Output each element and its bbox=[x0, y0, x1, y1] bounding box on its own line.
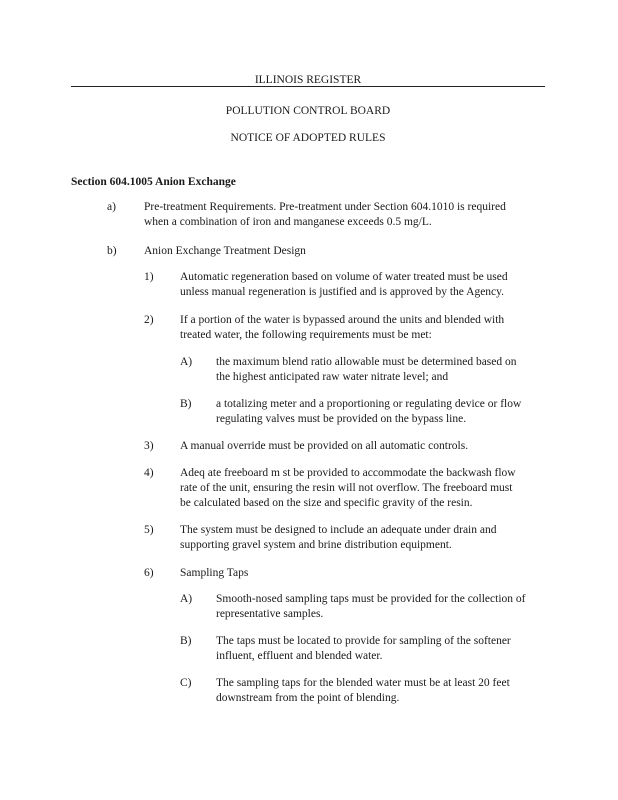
sub6-title: Sampling Taps bbox=[180, 567, 249, 579]
sub3-label: 3) bbox=[144, 440, 154, 452]
sub4-line1: Adeq ate freeboard m st be provided to accommodate the backwash flow bbox=[180, 467, 516, 479]
sub2-B-line2: regulating valves must be provided on the bypass line. bbox=[216, 413, 467, 425]
sub2-line2: treated water, the following requirements must be met: bbox=[180, 329, 432, 341]
sub5-label: 5) bbox=[144, 524, 154, 536]
sub2-A-label: A) bbox=[180, 356, 193, 368]
sub2-label: 2) bbox=[144, 314, 154, 326]
sub4-line2: rate of the unit, ensuring the resin will not overflow. The freeboard must bbox=[180, 482, 513, 494]
sub6-A-line2: representative samples. bbox=[216, 608, 324, 620]
sub4-label: 4) bbox=[144, 467, 154, 479]
sub2-A-line2: the highest anticipated raw water nitrate level; and bbox=[216, 371, 449, 383]
item-a-line2: when a combination of iron and manganese exceeds 0.5 mg/L. bbox=[144, 216, 432, 228]
header-rule bbox=[71, 86, 545, 87]
register-title: ILLINOIS REGISTER bbox=[254, 74, 362, 86]
sub6-A-line1: Smooth-nosed sampling taps must be provided for the collection of bbox=[216, 593, 526, 605]
sub5-line2: supporting gravel system and brine distribution equipment. bbox=[180, 539, 452, 551]
sub6-label: 6) bbox=[144, 567, 154, 579]
sub5-line1: The system must be designed to include an adequate under drain and bbox=[180, 524, 497, 536]
section-heading: Section 604.1005 Anion Exchange bbox=[71, 176, 236, 188]
sub6-B-line2: influent, effluent and blended water. bbox=[216, 650, 383, 662]
item-b-label: b) bbox=[107, 245, 117, 257]
sub1-label: 1) bbox=[144, 271, 154, 283]
sub3-line1: A manual override must be provided on all automatic controls. bbox=[180, 440, 469, 452]
board-title: POLLUTION CONTROL BOARD bbox=[225, 105, 391, 117]
sub6-C-line2: downstream from the point of blending. bbox=[216, 692, 400, 704]
sub6-B-label: B) bbox=[180, 635, 192, 647]
sub2-line1: If a portion of the water is bypassed around the units and blended with bbox=[180, 314, 505, 326]
sub1-line2: unless manual regeneration is justified and is approved by the Agency. bbox=[180, 286, 505, 298]
sub2-A-line1: the maximum blend ratio allowable must be determined based on bbox=[216, 356, 517, 368]
sub2-B-line1: a totalizing meter and a proportioning or regulating device or flow bbox=[216, 398, 522, 410]
sub6-C-label: C) bbox=[180, 677, 192, 689]
item-a-label: a) bbox=[107, 201, 116, 213]
notice-title: NOTICE OF ADOPTED RULES bbox=[230, 132, 386, 144]
sub6-C-line1: The sampling taps for the blended water must be at least 20 feet bbox=[216, 677, 510, 689]
sub2-B-label: B) bbox=[180, 398, 192, 410]
item-b-title: Anion Exchange Treatment Design bbox=[144, 245, 306, 257]
sub6-B-line1: The taps must be located to provide for sampling of the softener bbox=[216, 635, 511, 647]
sub4-line3: be calculated based on the size and specific gravity of the resin. bbox=[180, 497, 473, 509]
sub6-A-label: A) bbox=[180, 593, 193, 605]
item-a-line1: Pre-treatment Requirements. Pre-treatment under Section 604.1010 is required bbox=[144, 201, 506, 213]
sub1-line1: Automatic regeneration based on volume of water treated must be used bbox=[180, 271, 508, 283]
